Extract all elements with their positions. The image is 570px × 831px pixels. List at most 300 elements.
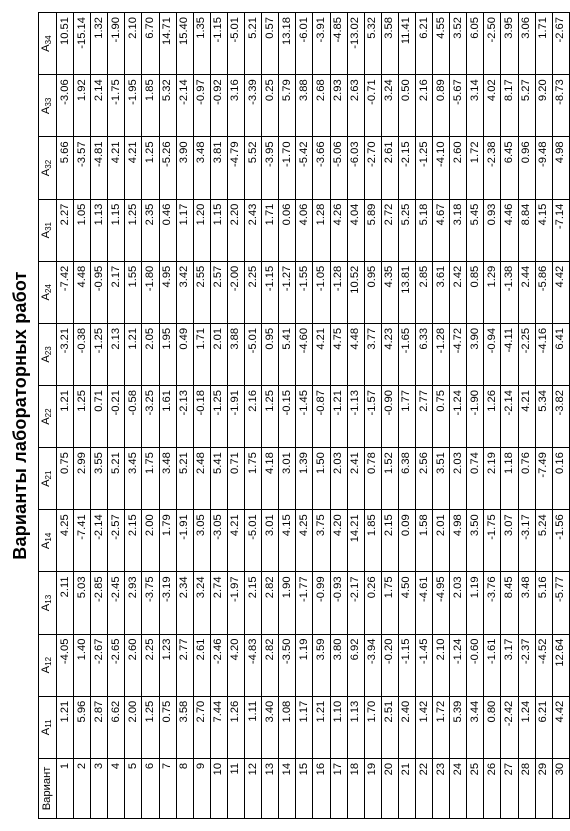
table-cell: -2.25 [518,323,535,385]
table-cell: -9.48 [535,137,552,199]
table-cell: 5.24 [535,510,552,572]
table-cell: 4.75 [330,323,347,385]
table-cell: 1.24 [518,696,535,758]
table-cell: -0.92 [210,75,227,137]
table-cell: 2.82 [262,634,279,696]
table-cell: 1.28 [313,199,330,261]
variant-number: 4 [108,758,125,818]
table-cell: 1.25 [142,696,159,758]
variant-number: 8 [176,758,193,818]
table-cell: 0.85 [467,261,484,323]
table-row [518,13,535,819]
table-cell: 3.01 [262,510,279,572]
table-cell: -7.49 [535,448,552,510]
table-cell: 0.80 [484,696,501,758]
table-cell: 6.33 [415,323,432,385]
table-cell: 1.77 [398,386,415,448]
table-row [159,13,176,819]
table-cell: -3.17 [518,510,535,572]
table-cell: -2.14 [91,510,108,572]
table-cell: -2.14 [501,386,518,448]
table-cell: 4.20 [330,510,347,572]
table-row [176,13,193,819]
table-cell: 0.16 [552,448,569,510]
table-cell: 8.45 [501,572,518,634]
table-cell: 4.48 [347,323,364,385]
table-row [296,13,313,819]
table-cell: 3.51 [433,448,450,510]
header-a33 [39,75,57,137]
table-cell: -1.55 [296,261,313,323]
table-cell: 0.75 [433,386,450,448]
header-base: A [40,168,52,177]
table-cell: 5.21 [245,13,262,75]
table-cell: -3.25 [142,386,159,448]
table-cell: 2.55 [193,261,210,323]
table-cell: 3.16 [227,75,244,137]
variant-number: 9 [193,758,210,818]
table-cell: 3.59 [313,634,330,696]
table-cell: -3.94 [364,634,381,696]
table-cell: -1.65 [398,323,415,385]
table-cell: -2.00 [227,261,244,323]
table-cell: -1.24 [450,386,467,448]
table-cell: -2.50 [484,13,501,75]
table-cell: 3.55 [91,448,108,510]
table-cell: 3.40 [262,696,279,758]
table-cell: 4.18 [262,448,279,510]
table-cell: -4.05 [57,634,74,696]
variant-number: 24 [450,758,467,818]
table-row [74,13,91,819]
table-cell: 5.32 [159,75,176,137]
table-cell: -1.05 [313,261,330,323]
table-cell: -0.95 [91,261,108,323]
table-cell: 2.48 [193,448,210,510]
table-cell: -2.67 [552,13,569,75]
table-cell: -6.01 [296,13,313,75]
table-cell: -5.06 [330,137,347,199]
table-cell: 2.14 [91,75,108,137]
variant-number: 5 [125,758,142,818]
table-cell: -13.02 [347,13,364,75]
table-cell: -2.15 [398,137,415,199]
table-row [398,13,415,819]
table-cell: 6.70 [142,13,159,75]
variant-number: 12 [245,758,262,818]
table-cell: 2.01 [210,323,227,385]
table-cell: -1.24 [450,634,467,696]
table-cell: -7.41 [74,510,91,572]
table-cell: 0.46 [159,199,176,261]
table-cell: 2.25 [245,261,262,323]
table-cell: 12.64 [552,634,569,696]
table-cell: -2.70 [364,137,381,199]
table-cell: -4.10 [433,137,450,199]
table-cell: 1.21 [57,386,74,448]
table-cell: 3.95 [501,13,518,75]
table-row [57,13,74,819]
table-cell: -7.14 [552,199,569,261]
variant-number: 27 [501,758,518,818]
table-cell: -2.37 [518,634,535,696]
table-cell: -1.28 [433,323,450,385]
table-cell: 5.89 [364,199,381,261]
table-cell: 2.77 [176,634,193,696]
table-cell: 6.05 [467,13,484,75]
table-cell: 15.40 [176,13,193,75]
header-a14 [39,510,57,572]
table-cell: 3.14 [467,75,484,137]
table-cell: 0.95 [262,323,279,385]
table-cell: 2.93 [125,572,142,634]
table-cell: -1.90 [108,13,125,75]
table-cell: 5.66 [57,137,74,199]
table-cell: 7.44 [210,696,227,758]
table-cell: -0.71 [364,75,381,137]
table-cell: 1.25 [125,199,142,261]
table-cell: 1.19 [467,572,484,634]
table-cell: 2.74 [210,572,227,634]
header-base: A [40,479,52,487]
table-cell: -1.15 [262,261,279,323]
table-row [210,13,227,819]
table-cell: -1.28 [330,261,347,323]
table-cell: 2.03 [450,448,467,510]
table-cell: -5.01 [227,13,244,75]
table-cell: 3.58 [176,696,193,758]
table-cell: 0.71 [91,386,108,448]
table-cell: 4.15 [279,510,296,572]
table-cell: -1.56 [552,510,569,572]
table-cell: 5.03 [74,572,91,634]
table-cell: 2.16 [245,386,262,448]
table-cell: -4.83 [245,634,262,696]
header-subscript: 22 [44,408,53,418]
table-cell: -0.21 [108,386,125,448]
table-cell: 3.88 [296,75,313,137]
table-row [279,13,296,819]
table-cell: -0.58 [125,386,142,448]
table-cell: 3.17 [501,634,518,696]
table-cell: 3.88 [227,323,244,385]
table-cell: 2.82 [262,572,279,634]
table-cell: 1.25 [262,386,279,448]
header-subscript: 33 [44,97,53,107]
table-cell: 6.92 [347,634,364,696]
table-cell: 2.93 [330,75,347,137]
table-row [535,13,552,819]
table-cell: 5.16 [535,572,552,634]
table-cell: 1.20 [193,199,210,261]
table-row [91,13,108,819]
table-cell: -0.93 [330,572,347,634]
header-a11 [39,696,57,758]
table-row [467,13,484,819]
table-cell: -0.97 [193,75,210,137]
table-cell: 1.42 [415,696,432,758]
table-cell: 4.21 [125,137,142,199]
header-subscript: 32 [44,159,53,169]
table-cell: 0.06 [279,199,296,261]
table-cell: 1.71 [262,199,279,261]
table-cell: -1.15 [210,13,227,75]
table-cell: 3.80 [330,634,347,696]
table-cell: -2.42 [501,696,518,758]
table-row [262,13,279,819]
variant-number: 18 [347,758,364,818]
table-cell: -3.66 [313,137,330,199]
table-cell: -1.27 [279,261,296,323]
table-cell: 2.03 [450,572,467,634]
table-cell: 1.39 [296,448,313,510]
table-cell: 6.21 [535,696,552,758]
table-cell: -1.75 [484,510,501,572]
table-cell: -1.95 [125,75,142,137]
header-variant: Вариант [39,758,57,818]
table-cell: 1.10 [330,696,347,758]
table-cell: -4.85 [330,13,347,75]
table-cell: 2.41 [347,448,364,510]
table-cell: -4.81 [91,137,108,199]
table-cell: -3.06 [57,75,74,137]
table-cell: 1.55 [125,261,142,323]
header-a22 [39,386,57,448]
header-a23 [39,323,57,385]
table-row [227,13,244,819]
table-cell: 3.06 [518,13,535,75]
table-cell: 2.68 [313,75,330,137]
table-cell: 0.93 [484,199,501,261]
table-cell: 1.15 [108,199,125,261]
table-cell: -4.79 [227,137,244,199]
table-cell: 1.72 [433,696,450,758]
table-row [108,13,125,819]
header-a32 [39,137,57,199]
table-cell: 1.75 [142,448,159,510]
table-cell: -5.86 [535,261,552,323]
table-cell: -1.91 [176,510,193,572]
table-cell: -8.73 [552,75,569,137]
table-cell: 5.96 [74,696,91,758]
table-cell: -1.80 [142,261,159,323]
table-cell: 1.40 [74,634,91,696]
table-cell: 2.85 [415,261,432,323]
table-cell: 2.01 [433,510,450,572]
table-cell: -4.16 [535,323,552,385]
table-cell: 13.18 [279,13,296,75]
table-cell: 6.45 [501,137,518,199]
table-cell: -3.05 [210,510,227,572]
table-cell: 0.50 [398,75,415,137]
table-cell: 5.41 [210,448,227,510]
table-cell: 8.17 [501,75,518,137]
header-a13 [39,572,57,634]
variant-number: 29 [535,758,552,818]
variant-number: 10 [210,758,227,818]
table-cell: -0.38 [74,323,91,385]
table-cell: 3.24 [193,572,210,634]
table-cell: 3.05 [193,510,210,572]
table-cell: -1.13 [347,386,364,448]
table-cell: 3.24 [381,75,398,137]
table-cell: -1.21 [330,386,347,448]
table-cell: 0.89 [433,75,450,137]
table-cell: 1.17 [176,199,193,261]
table-cell: 0.74 [467,448,484,510]
table-cell: -3.39 [245,75,262,137]
header-subscript: 13 [44,594,53,604]
table-cell: 1.21 [125,323,142,385]
table-cell: -5.77 [552,572,569,634]
table-cell: 2.72 [381,199,398,261]
table-cell: 6.38 [398,448,415,510]
table-cell: -2.38 [484,137,501,199]
table-cell: 2.42 [450,261,467,323]
header-base: A [40,727,52,736]
table-cell: 5.27 [518,75,535,137]
table-cell: 3.18 [450,199,467,261]
header-base: A [40,665,52,674]
table-cell: 5.45 [467,199,484,261]
variant-number: 15 [296,758,313,818]
table-cell: 2.44 [518,261,535,323]
table-cell: 5.41 [279,323,296,385]
variant-number: 17 [330,758,347,818]
table-cell: 2.56 [415,448,432,510]
variant-number: 3 [91,758,108,818]
table-cell: -0.60 [467,634,484,696]
table-cell: -3.57 [74,137,91,199]
variant-number: 26 [484,758,501,818]
table-cell: 2.61 [193,634,210,696]
table-cell: 1.72 [467,137,484,199]
table-cell: 2.61 [381,137,398,199]
table-cell: 1.13 [347,696,364,758]
table-cell: 3.77 [364,323,381,385]
table-row [484,13,501,819]
variant-number: 14 [279,758,296,818]
table-cell: 1.75 [245,448,262,510]
table-cell: 5.39 [450,696,467,758]
table-cell: 5.79 [279,75,296,137]
table-cell: 4.21 [518,386,535,448]
table-cell: 4.25 [57,510,74,572]
table-cell: 1.25 [74,386,91,448]
table-cell: -2.17 [347,572,364,634]
table-cell: -1.45 [415,634,432,696]
table-cell: 2.27 [57,199,74,261]
table-cell: 2.34 [176,572,193,634]
header-base: A [40,603,52,612]
variant-number: 28 [518,758,535,818]
table-cell: 2.00 [142,510,159,572]
table-cell: 3.01 [279,448,296,510]
table-cell: 2.99 [74,448,91,510]
table-cell: 3.48 [518,572,535,634]
table-cell: 0.78 [364,448,381,510]
table-row [193,13,210,819]
table-cell: -1.91 [227,386,244,448]
table-cell: 2.77 [415,386,432,448]
table-cell: -2.14 [176,75,193,137]
table-cell: -1.57 [364,386,381,448]
table-row [433,13,450,819]
table-cell: 4.20 [227,634,244,696]
table-cell: 1.25 [142,137,159,199]
table-cell: 1.95 [159,323,176,385]
table-cell: 3.44 [467,696,484,758]
table-cell: 3.90 [176,137,193,199]
table-cell: -1.45 [296,386,313,448]
table-cell: 3.58 [381,13,398,75]
table-cell: 0.49 [176,323,193,385]
table-cell: 1.70 [364,696,381,758]
table-cell: 4.98 [450,510,467,572]
table-cell: 2.70 [193,696,210,758]
table-cell: 1.32 [91,13,108,75]
table-cell: -3.19 [159,572,176,634]
table-cell: 0.25 [262,75,279,137]
table-cell: 2.00 [125,696,142,758]
header-base: A [40,417,52,425]
table-cell: -0.20 [381,634,398,696]
table-cell: -1.77 [296,572,313,634]
table-cell: 5.21 [176,448,193,510]
table-cell: 4.48 [74,261,91,323]
table-cell: 2.15 [381,510,398,572]
table-cell: 1.21 [313,696,330,758]
table-cell: 1.11 [245,696,262,758]
table-cell: 0.09 [398,510,415,572]
table-cell: 6.21 [415,13,432,75]
table-cell: 3.90 [467,323,484,385]
table-cell: 2.17 [108,261,125,323]
table-cell: 1.71 [193,323,210,385]
header-subscript: 21 [44,470,53,480]
table-cell: 1.23 [159,634,176,696]
table-cell: 1.17 [296,696,313,758]
table-cell: 2.15 [125,510,142,572]
table-cell: -3.76 [484,572,501,634]
table-cell: 4.35 [381,261,398,323]
table-cell: -3.21 [57,323,74,385]
table-body [57,13,570,819]
table-cell: -1.90 [467,386,484,448]
table-cell: 2.10 [433,634,450,696]
table-cell: 4.55 [433,13,450,75]
table-cell: 1.29 [484,261,501,323]
table-cell: 4.02 [484,75,501,137]
table-row [415,13,432,819]
variant-number: 16 [313,758,330,818]
header-a34 [39,13,57,75]
table-cell: -5.42 [296,137,313,199]
header-subscript: 23 [44,346,53,356]
table-cell: -2.85 [91,572,108,634]
table-cell: 14.71 [159,13,176,75]
table-cell: -5.67 [450,75,467,137]
table-cell: 5.32 [364,13,381,75]
table-cell: -0.99 [313,572,330,634]
table-cell: -7.42 [57,261,74,323]
table-cell: -2.46 [210,634,227,696]
table-cell: 0.95 [364,261,381,323]
variant-number: 21 [398,758,415,818]
table-row [142,13,159,819]
table-cell: 1.35 [193,13,210,75]
variant-number: 19 [364,758,381,818]
